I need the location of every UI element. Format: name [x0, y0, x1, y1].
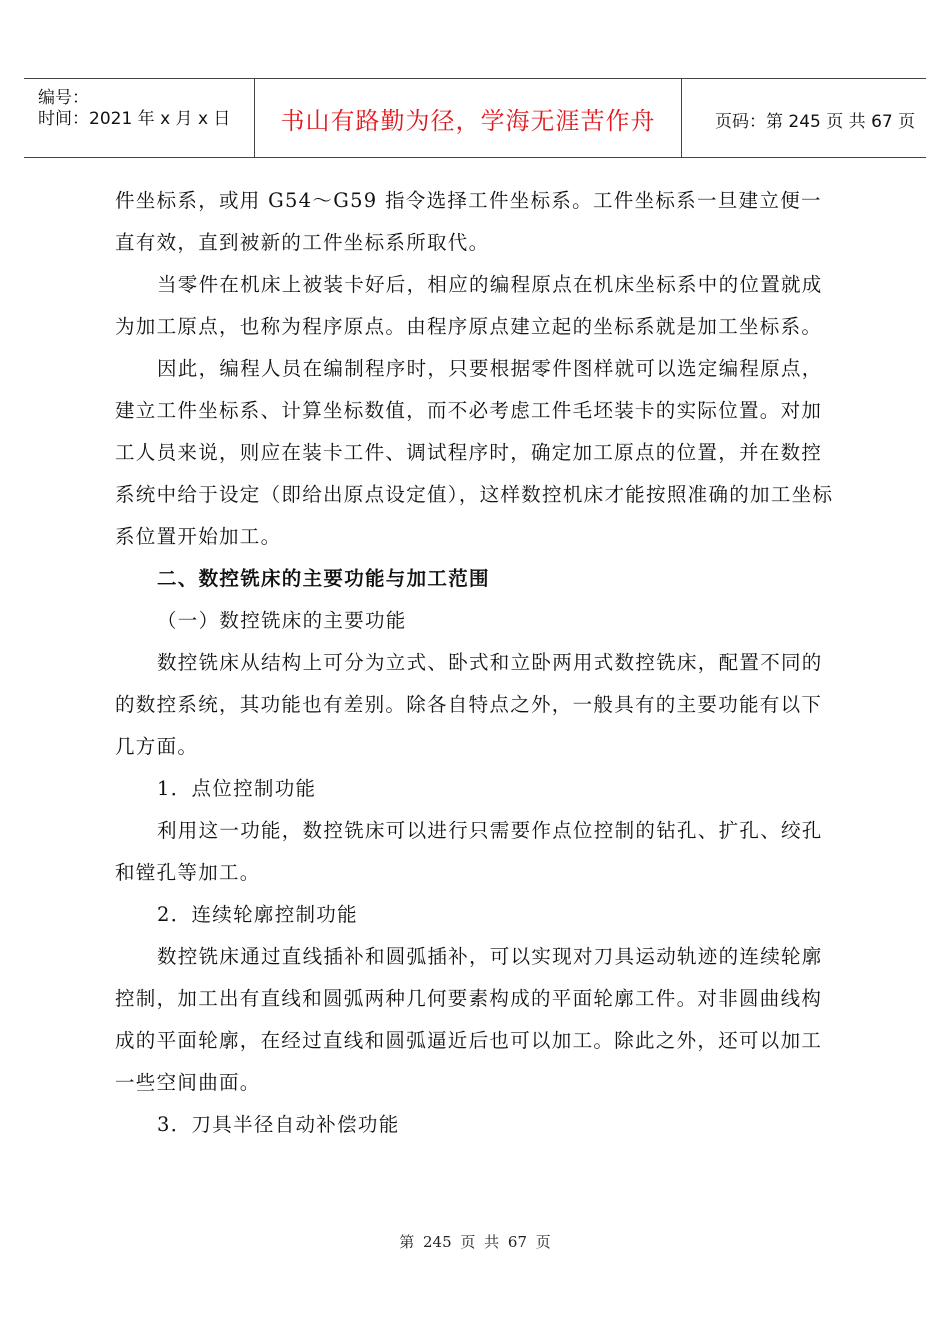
header-motto: 书山有路勤为径，学海无涯苦作舟 — [280, 107, 656, 135]
header-left-cell — [24, 79, 254, 157]
document-code-label: 编号： — [38, 88, 89, 108]
paragraph-milling-types: 数控铣床从结构上可分为立式、卧式和立卧两用式数控铣床，配置不同的的数控系统，其功能也有差别。除各自特点之外，一般具有的主要功能有以下几方面。 — [115, 651, 823, 758]
document-time-label: 时间：2021 年 x 月 x 日 — [38, 109, 231, 129]
subsection-heading: （一）数控铣床的主要功能 — [157, 609, 407, 632]
page-header — [24, 78, 926, 158]
list-item-heading-1: 1．点位控制功能 — [157, 777, 317, 800]
paragraph-machining-origin: 当零件在机床上被装卡好后，相应的编程原点在机床坐标系中的位置就成为加工原点，也称为程序原点。由程序原点建立起的坐标系就是加工坐标系。 — [115, 273, 823, 338]
page-footer: 第 245 页 共 67 页 — [399, 1233, 551, 1251]
paragraph-continued: 件坐标系，或用 G54～G59 指令选择工件坐标系。工件坐标系一旦建立便一直有效，直到被新的工件坐标系所取代。 — [115, 189, 822, 254]
list-item-heading-2: 2．连续轮廓控制功能 — [157, 903, 358, 926]
paragraph-programmer-note: 因此，编程人员在编制程序时，只要根据零件图样就可以选定编程原点，建立工件坐标系、计算坐标数值，而不必考虑工件毛坯装卡的实际位置。对加工人员来说，则应在装卡工件、调试程序时，确定加工原点的位置，并在数控系统中给于设定（即给出原点设定值），这样数控机床才能按照准确的加工坐标系位置开始加工。 — [115, 357, 834, 548]
header-middle-cell — [254, 79, 682, 157]
paragraph-contour-control: 数控铣床通过直线插补和圆弧插补，可以实现对刀具运动轨迹的连续轮廓控制，加工出有直线和圆弧两种几何要素构成的平面轮廓工件。对非圆曲线构成的平面轮廓，在经过直线和圆弧逼近后也可以加工。除此之外，还可以加工一些空间曲面。 — [115, 945, 823, 1094]
section-heading: 二、数控铣床的主要功能与加工范围 — [157, 567, 490, 590]
list-item-heading-3: 3．刀具半径自动补偿功能 — [157, 1113, 400, 1136]
paragraph-point-control: 利用这一功能，数控铣床可以进行只需要作点位控制的钻孔、扩孔、绞孔和镗孔等加工。 — [115, 819, 823, 884]
header-right-cell — [681, 79, 926, 157]
header-page-info: 页码：第 245 页 共 67 页 — [715, 112, 916, 132]
document-body — [115, 180, 840, 1146]
